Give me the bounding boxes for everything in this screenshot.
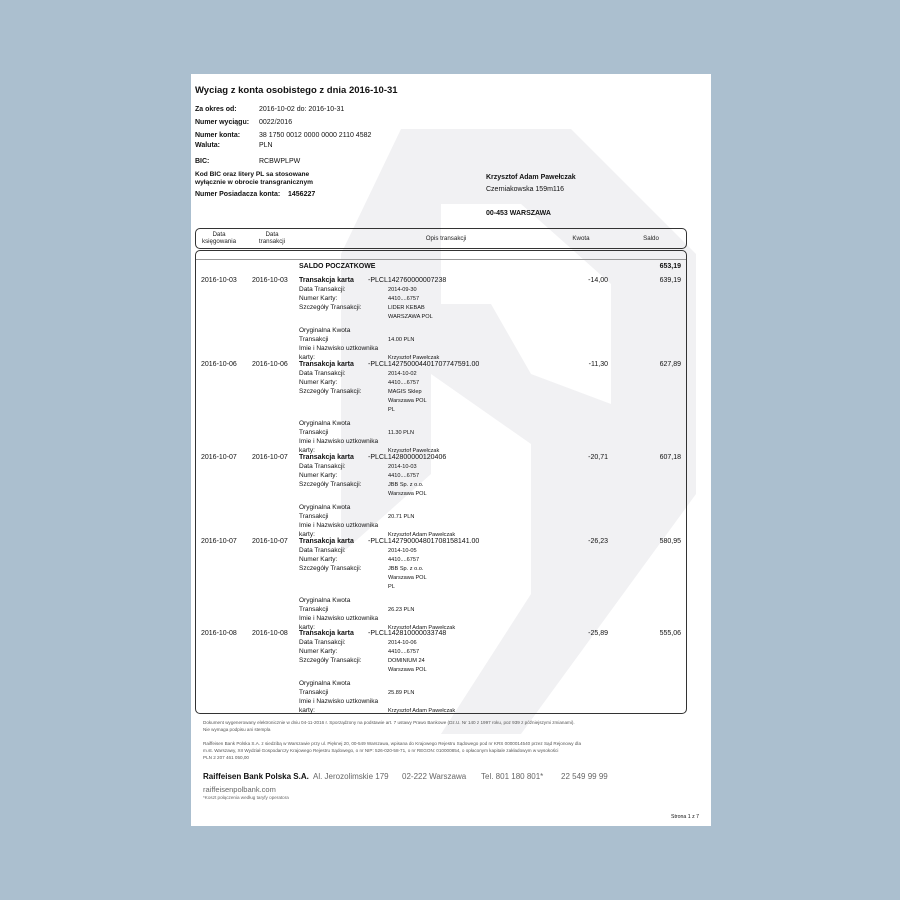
- detail-user-label-1: Imie i Nazwisko uztkownika: [299, 522, 379, 529]
- detail-user-label-2: karty:: [299, 707, 315, 714]
- detail-card-value: 4410....6757: [388, 296, 420, 302]
- opening-balance-value: 653,19: [659, 263, 681, 270]
- header-booking-date-l1: Data: [212, 231, 226, 238]
- legal-line2: m.st. Warszawy, XII Wydział Gospodarczy Krajowego Rejestru Sądowego, o nr NIP: 526-020-58-71, o nr REGON: 010000854, o opłaconym kapitale zakładowym w wysokości: [203, 748, 559, 753]
- transaction-reference: -PLCL142810000033748: [368, 630, 447, 637]
- transaction-amount: -25,89: [588, 630, 608, 637]
- statement-page: [191, 74, 711, 826]
- detail-merchant-line: Warszawa POL: [388, 667, 427, 673]
- transaction-amount: -26,23: [588, 538, 608, 545]
- account-number-label: Numer konta:: [195, 132, 241, 139]
- detail-merchant-line: DOMINIUM 24: [388, 658, 425, 664]
- transaction-date: 2016-10-07: [252, 538, 288, 545]
- transaction-reference: -PLCL142790004801708158141.00: [368, 538, 480, 545]
- detail-orig-amount-label-2: Transakcji: [299, 336, 329, 343]
- detail-orig-amount-value: 25.89 PLN: [388, 690, 415, 696]
- transaction-amount: -20,71: [588, 454, 608, 461]
- detail-user-label-1: Imie i Nazwisko uztkownika: [299, 615, 379, 622]
- detail-orig-amount-value: 20.71 PLN: [388, 514, 415, 520]
- detail-date-label: Data Transakcji:: [299, 286, 346, 293]
- cost-note: *Koszt połączenia według taryfy operatora: [203, 795, 289, 800]
- currency-label: Waluta:: [195, 142, 221, 149]
- detail-date-label: Data Transakcji:: [299, 639, 346, 646]
- detail-card-value: 4410....6757: [388, 473, 420, 479]
- disclaimer-line2: Nie wymaga podpisu ani stempla: [203, 727, 271, 732]
- header-booking-date: [198, 231, 240, 245]
- detail-user-value: Krzysztof Adam Pawełczak: [388, 708, 456, 714]
- detail-orig-amount-label-2: Transakcji: [299, 689, 329, 696]
- detail-orig-amount-label-1: Oryginalna Kwota: [299, 327, 351, 334]
- transaction-balance: 555,06: [659, 630, 681, 637]
- detail-user-value: Krzysztof Adam Pawełczak: [388, 625, 456, 631]
- header-tx-date-l1: Data: [265, 231, 279, 238]
- detail-orig-amount-label-1: Oryginalna Kwota: [299, 597, 351, 604]
- transactions-table: [195, 250, 687, 714]
- detail-user-label-1: Imie i Nazwisko uztkownika: [299, 438, 379, 445]
- detail-date-value: 2014-10-02: [388, 371, 417, 377]
- page-number: Strona 1 z 7: [671, 814, 699, 820]
- recipient-city: 00-453 WARSZAWA: [486, 210, 551, 217]
- detail-merchant-line: Warszawa POL: [388, 575, 427, 581]
- detail-orig-amount-label-1: Oryginalna Kwota: [299, 680, 351, 687]
- detail-user-label-1: Imie i Nazwisko uztkownika: [299, 698, 379, 705]
- transaction-balance: 607,18: [659, 454, 681, 461]
- currency-value: PLN: [259, 142, 273, 149]
- detail-date-value: 2014-09-30: [388, 287, 417, 293]
- bank-postcode: 02-222 Warszawa: [402, 772, 467, 781]
- detail-merchant-label: Szczegóły Transakcji:: [299, 481, 362, 488]
- transaction-reference: -PLCL142750004401707747591.00: [368, 361, 480, 368]
- detail-merchant-line: PL: [388, 584, 395, 590]
- booking-date: 2016-10-06: [201, 361, 237, 368]
- detail-merchant-line: JBB Sp. z o.o.: [388, 482, 424, 488]
- transaction-balance: 627,89: [659, 361, 681, 368]
- detail-card-value: 4410....6757: [388, 649, 420, 655]
- detail-orig-amount-label-2: Transakcji: [299, 513, 329, 520]
- detail-orig-amount-label-2: Transakcji: [299, 429, 329, 436]
- detail-card-value: 4410....6757: [388, 557, 420, 563]
- transaction-amount: -11,30: [588, 361, 608, 368]
- transaction-reference: -PLCL142800000120406: [368, 454, 447, 461]
- detail-merchant-label: Szczegóły Transakcji:: [299, 565, 362, 572]
- detail-merchant-line: Warszawa POL: [388, 398, 427, 404]
- bank-phone-2: 22 549 99 99: [561, 772, 608, 781]
- header-balance: Saldo: [643, 235, 659, 242]
- bic-value: RCBWPLPW: [259, 158, 301, 165]
- transaction-title: Transakcja karta: [299, 361, 354, 368]
- holder-number-value: 1456227: [288, 191, 316, 198]
- period-label: Za okres od:: [195, 106, 237, 113]
- detail-merchant-line: JBB Sp. z o.o.: [388, 566, 424, 572]
- table-header: [195, 228, 687, 249]
- detail-user-label-2: karty:: [299, 447, 315, 454]
- bank-website[interactable]: raiffeisenpolbank.com: [203, 785, 276, 794]
- detail-user-label-2: karty:: [299, 624, 315, 631]
- detail-card-label: Numer Karty:: [299, 295, 338, 302]
- detail-merchant-line: LIDER KEBAB: [388, 305, 425, 311]
- detail-date-label: Data Transakcji:: [299, 547, 346, 554]
- transaction-title: Transakcja karta: [299, 454, 354, 461]
- detail-orig-amount-value: 11.30 PLN: [388, 430, 415, 436]
- detail-merchant-line: MAGIS Sklep: [388, 389, 422, 395]
- bank-name: Raiffeisen Bank Polska S.A.: [203, 772, 309, 781]
- transaction-amount: -14,00: [588, 277, 608, 284]
- detail-orig-amount-label-1: Oryginalna Kwota: [299, 504, 351, 511]
- detail-user-value: Krzysztof Pawełczak: [388, 448, 440, 454]
- detail-card-label: Numer Karty:: [299, 472, 338, 479]
- bank-phone: Tel. 801 180 801*: [481, 772, 544, 781]
- detail-date-label: Data Transakcji:: [299, 370, 346, 377]
- detail-merchant-line: Warszawa POL: [388, 491, 427, 497]
- holder-number-label: Numer Posiadacza konta:: [195, 191, 281, 198]
- detail-orig-amount-label-2: Transakcji: [299, 606, 329, 613]
- transaction-balance: 580,95: [659, 538, 681, 545]
- detail-user-value: Krzysztof Pawełczak: [388, 355, 440, 361]
- recipient-name: Krzysztof Adam Pawełczak: [486, 174, 576, 181]
- booking-date: 2016-10-07: [201, 454, 237, 461]
- header-tx-date-l2: transakcji: [258, 238, 286, 245]
- table-divider: [196, 259, 686, 260]
- detail-merchant-label: Szczegóły Transakcji:: [299, 304, 362, 311]
- period-value: 2016-10-02 do: 2016-10-31: [259, 106, 345, 113]
- transaction-date: 2016-10-03: [252, 277, 288, 284]
- bic-label: BIC:: [195, 158, 210, 165]
- detail-user-label-2: karty:: [299, 531, 315, 538]
- detail-date-value: 2014-10-03: [388, 464, 417, 470]
- bic-note-line1: Kod BIC oraz litery PL sa stosowane: [195, 171, 310, 178]
- transaction-reference: -PLCL142760000007238: [368, 277, 447, 284]
- transaction-date: 2016-10-07: [252, 454, 288, 461]
- booking-date: 2016-10-03: [201, 277, 237, 284]
- legal-line3: PLN 2 207 461 050,00: [203, 755, 249, 760]
- statement-title: Wyciag z konta osobistego z dnia 2016-10-31: [195, 85, 398, 96]
- disclaimer-line1: Dokument wygenerowany elektronicznie w dniu 04-11-2016 r. Sporządzony na podstawie art. 7 ustawy Prawo Bankowe (Dz.U. Nr 140 z 1997 roku, poz 939 z późniejszymi zmianami).: [203, 720, 575, 725]
- transaction-date: 2016-10-06: [252, 361, 288, 368]
- detail-orig-amount-value: 14.00 PLN: [388, 337, 415, 343]
- statement-number-value: 0022/2016: [259, 119, 293, 126]
- detail-card-value: 4410....6757: [388, 380, 420, 386]
- transaction-title: Transakcja karta: [299, 538, 354, 545]
- detail-date-label: Data Transakcji:: [299, 463, 346, 470]
- transaction-balance: 639,19: [659, 277, 681, 284]
- detail-orig-amount-value: 26.23 PLN: [388, 607, 415, 613]
- bank-address: Al. Jerozolimskie 179: [313, 772, 389, 781]
- detail-user-value: Krzysztof Adam Pawełczak: [388, 532, 456, 538]
- detail-merchant-line: PL: [388, 407, 395, 413]
- detail-merchant-label: Szczegóły Transakcji:: [299, 388, 362, 395]
- bic-note-line2: wyłącznie w obrocie transgranicznym: [195, 179, 313, 186]
- detail-merchant-line: WARSZAWA POL: [388, 314, 433, 320]
- booking-date: 2016-10-08: [201, 630, 237, 637]
- detail-card-label: Numer Karty:: [299, 648, 338, 655]
- account-number-value: 38 1750 0012 0000 0000 2110 4582: [259, 132, 372, 139]
- header-description: Opis transakcji: [425, 235, 467, 242]
- legal-line1: Raiffeisen Bank Polska S.A. z siedzibą w Warszawie przy ul. Pięknej 20, 00-549 Warszawa, wpisana do Krajowego Rejestru Sądowego pod nr KRS 0000014540 przez Sąd Rejonowy dla: [203, 741, 581, 746]
- detail-card-label: Numer Karty:: [299, 379, 338, 386]
- header-amount: Kwota: [572, 235, 590, 242]
- detail-card-label: Numer Karty:: [299, 556, 338, 563]
- detail-orig-amount-label-1: Oryginalna Kwota: [299, 420, 351, 427]
- opening-balance-label: SALDO POCZATKOWE: [299, 263, 376, 270]
- detail-date-value: 2014-10-05: [388, 548, 417, 554]
- detail-user-label-1: Imie i Nazwisko uztkownika: [299, 345, 379, 352]
- transaction-date: 2016-10-08: [252, 630, 288, 637]
- recipient-street: Czerniakowska 159m116: [486, 186, 565, 193]
- detail-user-label-2: karty:: [299, 354, 315, 361]
- detail-merchant-label: Szczegóły Transakcji:: [299, 657, 362, 664]
- header-tx-date: [252, 231, 292, 245]
- transaction-title: Transakcja karta: [299, 630, 354, 637]
- detail-date-value: 2014-10-06: [388, 640, 417, 646]
- statement-number-label: Numer wyciągu:: [195, 119, 250, 126]
- transaction-title: Transakcja karta: [299, 277, 354, 284]
- booking-date: 2016-10-07: [201, 538, 237, 545]
- header-booking-date-l2: księgowania: [201, 238, 237, 245]
